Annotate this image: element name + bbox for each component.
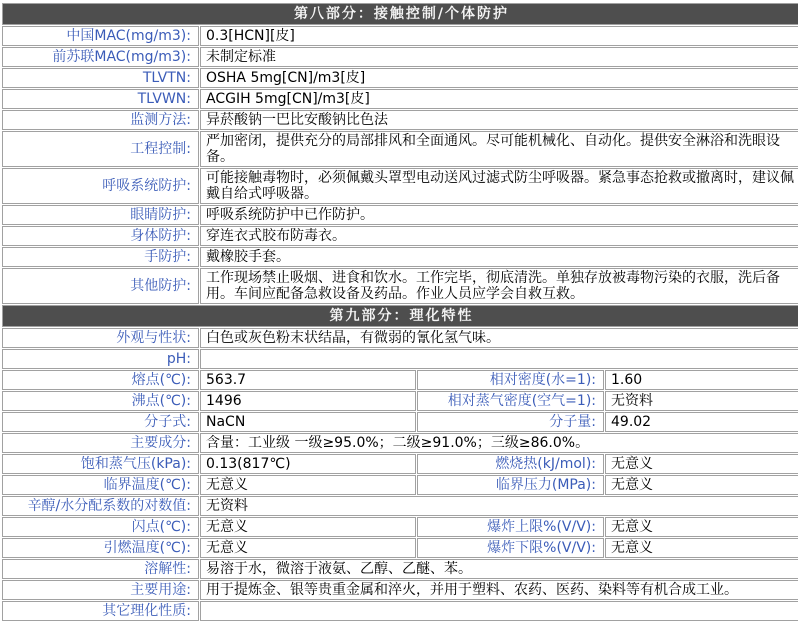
msds-table [1,2,798,622]
table-row [2,601,798,621]
row-label: TLVTN: [2,68,199,88]
row-value: 易溶于水，微溶于液氨、乙醇、乙醚、苯。 [200,559,798,579]
row-label: 分子式: [2,412,199,432]
row-label: 饱和蒸气压(kPa): [2,454,199,474]
row-value: 无意义 [200,538,416,558]
table-row [2,391,798,411]
row-value: 异菸酸钠一巴比安酸钠比色法 [200,110,798,130]
table-row [2,412,798,432]
row-label: 熔点(℃): [2,370,199,390]
row-value: 无意义 [605,475,798,495]
row-label: 燃烧热(kJ/mol): [417,454,604,474]
row-label: 外观与性状: [2,328,199,348]
row-label: 引燃温度(℃): [2,538,199,558]
table-row [2,454,798,474]
table-row [2,580,798,600]
row-value: 含量：工业级 一级≥95.0%；二级≥91.0%；三级≥86.0%。 [200,433,798,453]
row-label: 临界压力(MPa): [417,475,604,495]
row-label: 相对密度(水=1): [417,370,604,390]
row-label: 眼睛防护: [2,205,199,225]
row-value: 白色或灰色粉末状结晶，有微弱的氰化氢气味。 [200,328,798,348]
row-label: 相对蒸气密度(空气=1): [417,391,604,411]
table-row [2,517,798,537]
row-label: 分子量: [417,412,604,432]
row-value: 无意义 [605,454,798,474]
row-label: 爆炸上限%(V/V): [417,517,604,537]
row-value: 穿连衣式胶布防毒衣。 [200,226,798,246]
row-value: 0.3[HCN][皮] [200,26,798,46]
row-label: 闪点(℃): [2,517,199,537]
row-label: 呼吸系统防护: [2,168,199,204]
row-value: ACGIH 5mg[CN]/m3[皮] [200,89,798,109]
row-label: 监测方法: [2,110,199,130]
table-row [2,131,798,167]
row-value: 呼吸系统防护中已作防护。 [200,205,798,225]
row-label: TLVWN: [2,89,199,109]
row-value: 49.02 [605,412,798,432]
table-row [2,538,798,558]
row-value: 无意义 [605,517,798,537]
row-value: 0.13(817℃) [200,454,416,474]
row-label: 中国MAC(mg/m3): [2,26,199,46]
table-row [2,370,798,390]
section-header-row [2,3,798,25]
section-title: 第九部分：理化特性 [2,305,798,327]
row-value: 可能接触毒物时，必须佩戴头罩型电动送风过滤式防尘呼吸器。紧急事态抢救或撤离时，建议佩戴自给式呼吸器。 [200,168,798,204]
table-row [2,47,798,67]
row-value: OSHA 5mg[CN]/m3[皮] [200,68,798,88]
table-row [2,496,798,516]
msds-table-body [2,3,798,621]
table-row [2,349,798,369]
row-label: 沸点(℃): [2,391,199,411]
row-label: 临界温度(℃): [2,475,199,495]
table-row [2,110,798,130]
row-value [200,601,798,621]
table-row [2,68,798,88]
row-label: 其他防护: [2,268,199,304]
table-row [2,247,798,267]
table-row [2,433,798,453]
row-value: 无意义 [200,475,416,495]
section-title: 第八部分：接触控制/个体防护 [2,3,798,25]
row-label: 辛醇/水分配系数的对数值: [2,496,199,516]
row-value: NaCN [200,412,416,432]
row-label: 工程控制: [2,131,199,167]
row-label: 前苏联MAC(mg/m3): [2,47,199,67]
row-value: 未制定标准 [200,47,798,67]
row-label: pH: [2,349,199,369]
section-header-row [2,305,798,327]
row-value: 严加密闭，提供充分的局部排风和全面通风。尽可能机械化、自动化。提供安全淋浴和洗眼设备。 [200,131,798,167]
table-row [2,268,798,304]
row-label: 主要成分: [2,433,199,453]
table-row [2,226,798,246]
row-value: 1496 [200,391,416,411]
row-label: 手防护: [2,247,199,267]
row-value: 无资料 [200,496,798,516]
table-row [2,328,798,348]
row-value: 1.60 [605,370,798,390]
row-label: 其它理化性质: [2,601,199,621]
table-row [2,26,798,46]
row-value: 无资料 [605,391,798,411]
row-label: 爆炸下限%(V/V): [417,538,604,558]
row-label: 身体防护: [2,226,199,246]
row-value [200,349,798,369]
row-label: 溶解性: [2,559,199,579]
row-value: 563.7 [200,370,416,390]
row-value: 用于提炼金、银等贵重金属和淬火，并用于塑料、农药、医药、染料等有机合成工业。 [200,580,798,600]
table-row [2,475,798,495]
row-value: 无意义 [200,517,416,537]
table-row [2,205,798,225]
row-value: 无意义 [605,538,798,558]
table-row [2,168,798,204]
table-row [2,559,798,579]
table-row [2,89,798,109]
row-value: 戴橡胶手套。 [200,247,798,267]
row-value: 工作现场禁止吸烟、进食和饮水。工作完毕，彻底清洗。单独存放被毒物污染的衣服，洗后备用。车间应配备急救设备及药品。作业人员应学会自救互救。 [200,268,798,304]
row-label: 主要用途: [2,580,199,600]
